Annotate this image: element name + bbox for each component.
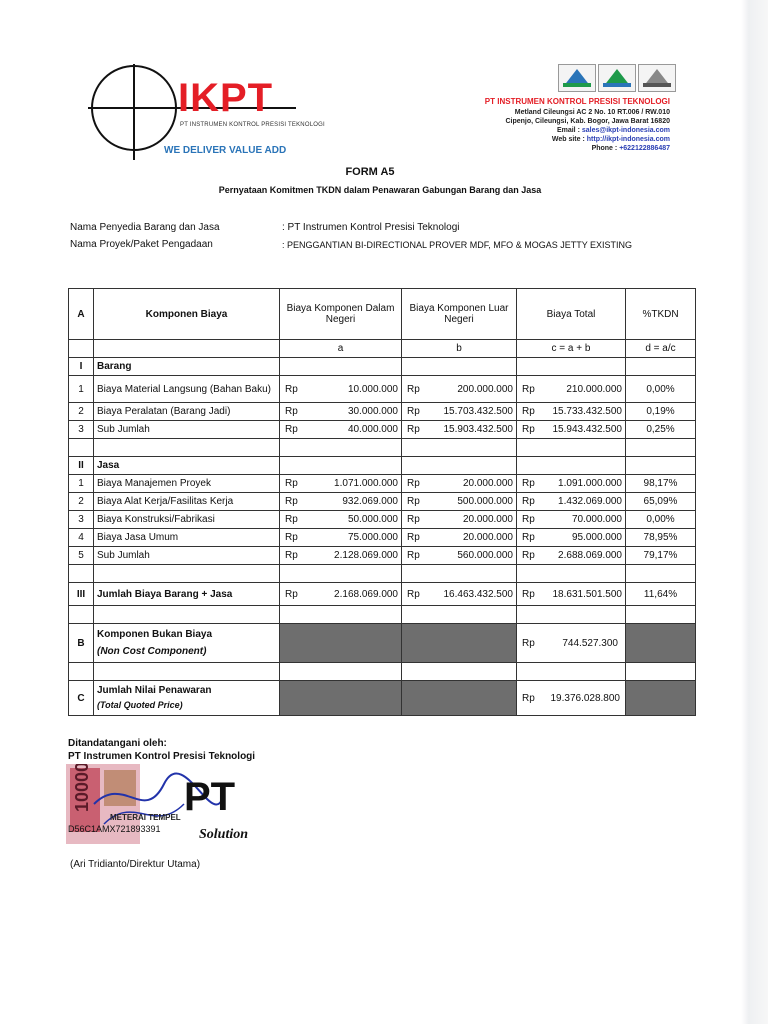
table-row: 5 Sub Jumlah Rp 2.128.069.000 Rp 560.000.000 Rp 2.688.069.000 79,17% — [69, 547, 696, 565]
shaded-cell — [280, 624, 402, 663]
logo-subtitle: PT INSTRUMEN KONTROL PRESISI TEKNOLOGI — [180, 122, 325, 128]
spacer-row — [69, 439, 696, 457]
formula-row — [69, 340, 696, 358]
shaded-cell — [626, 681, 696, 716]
shaded-cell — [402, 624, 517, 663]
total-cost-row: III Jumlah Biaya Barang + Jasa Rp 2.168.069.000 Rp 16.463.432.500 Rp 18.631.501.500 11,64% — [69, 583, 696, 606]
shaded-cell — [626, 624, 696, 663]
provider-label: Nama Penyedia Barang dan Jasa — [70, 222, 220, 233]
table-header-row — [69, 289, 696, 340]
svg-text:10000: 10000 — [72, 764, 92, 812]
header-foreign: Biaya Komponen Luar Negeri — [402, 289, 517, 340]
email-line: Email : sales@ikpt-indonesia.com — [556, 127, 670, 134]
spacer-row — [69, 606, 696, 624]
shaded-cell — [402, 681, 517, 716]
signature-stamp — [64, 764, 254, 846]
logo-tagline: WE DELIVER VALUE ADD — [164, 145, 287, 156]
certification-badge-3-icon — [638, 64, 676, 92]
formula-total: c = a + b — [517, 340, 626, 358]
signed-by-label: Ditandatangani oleh: — [68, 738, 167, 749]
phone-number: +622122886487 — [619, 145, 670, 152]
quoted-label: Jumlah Nilai Penawaran — [97, 685, 212, 696]
certification-badge-1-icon — [558, 64, 596, 92]
non-cost-row: B Komponen Bukan Biaya (Non Cost Component) Rp 744.527.300 — [69, 624, 696, 663]
meterai-stamp-icon — [64, 764, 254, 846]
non-cost-label-en: (Non Cost Component) — [97, 646, 207, 657]
header-tkdn: %TKDN — [626, 289, 696, 340]
address-line-1: Metland Cileungsi AC 2 No. 10 RT.006 / RW.010 — [514, 109, 670, 116]
section-row-jasa: II Jasa — [69, 457, 696, 475]
svg-text:D56C1AMX721893391: D56C1AMX721893391 — [68, 824, 161, 834]
header-a: A — [69, 289, 94, 340]
quoted-label-en: (Total Quoted Price) — [97, 700, 183, 710]
signing-company: PT Instrumen Kontrol Presisi Teknologi — [68, 751, 256, 762]
shaded-cell — [280, 681, 402, 716]
section-row-barang: I Barang — [69, 358, 696, 376]
company-address-block — [485, 97, 670, 153]
email-link[interactable]: sales@ikpt-indonesia.com — [581, 127, 670, 134]
table-row: 2 Biaya Alat Kerja/Fasilitas Kerja Rp 932.069.000 Rp 500.000.000 Rp 1.432.069.000 65,09% — [69, 493, 696, 511]
website-link[interactable]: http://ikpt-indonesia.com — [586, 136, 670, 143]
formula-tkdn: d = a/c — [626, 340, 696, 358]
svg-text:METERAI TEMPEL: METERAI TEMPEL — [110, 813, 181, 822]
table-row: 2 Biaya Peralatan (Barang Jadi) Rp 30.000.000 Rp 15.703.432.500 Rp 15.733.432.500 0,19% — [69, 403, 696, 421]
company-logo — [86, 64, 326, 168]
table-row: 1 Biaya Material Langsung (Bahan Baku) Rp 10.000.000 Rp 200.000.000 Rp 210.000.000 0,00% — [69, 376, 696, 403]
table-row: 3 Sub Jumlah Rp 40.000.000 Rp 15.903.432.500 Rp 15.943.432.500 0,25% — [69, 421, 696, 439]
header-total: Biaya Total — [517, 289, 626, 340]
table-row: 4 Biaya Jasa Umum Rp 75.000.000 Rp 20.000.000 Rp 95.000.000 78,95% — [69, 529, 696, 547]
spacer-row — [69, 663, 696, 681]
signer-name: (Ari Tridianto/Direktur Utama) — [70, 859, 201, 870]
project-label: Nama Proyek/Paket Pengadaan — [70, 239, 213, 250]
table-row: 1 Biaya Manajemen Proyek Rp 1.071.000.000 Rp 20.000.000 Rp 1.091.000.000 98,17% — [69, 475, 696, 493]
formula-domestic: a — [280, 340, 402, 358]
table-row: 3 Biaya Konstruksi/Fabrikasi Rp 50.000.000 Rp 20.000.000 Rp 70.000.000 0,00% — [69, 511, 696, 529]
website-line: Web site : http://ikpt-indonesia.com — [551, 136, 670, 143]
phone-line: Phone : +622122886487 — [591, 145, 670, 152]
spacer-row — [69, 565, 696, 583]
non-cost-label: Komponen Bukan Biaya — [97, 629, 213, 640]
quoted-price-row: C Jumlah Nilai Penawaran (Total Quoted Price) Rp 19.376.028.800 — [69, 681, 696, 716]
project-value: : PENGGANTIAN BI-DIRECTIONAL PROVER MDF, MFO & MOGAS JETTY EXISTING — [282, 240, 633, 250]
signature-heading — [68, 737, 255, 763]
svg-text:PT: PT — [184, 775, 236, 819]
address-line-2: Cipenjo, Cileungsi, Kab. Bogor, Jawa Barat 16820 — [505, 118, 670, 125]
certification-badge-2-icon — [598, 64, 636, 92]
form-subtitle: Pernyataan Komitmen TKDN dalam Penawaran Gabungan Barang dan Jasa — [218, 185, 542, 195]
tkdn-cost-table — [68, 288, 696, 716]
header-component: Komponen Biaya — [94, 289, 280, 340]
provider-value: : PT Instrumen Kontrol Presisi Teknologi — [282, 222, 460, 233]
company-name: PT INSTRUMEN KONTROL PRESISI TEKNOLOGI — [484, 97, 670, 106]
header-domestic: Biaya Komponen Dalam Negeri — [280, 289, 402, 340]
logo-wordmark: IKPT — [178, 76, 274, 120]
formula-foreign: b — [402, 340, 517, 358]
certification-badges — [558, 64, 678, 92]
svg-text:Solution: Solution — [199, 827, 249, 842]
form-title: FORM A5 — [345, 166, 395, 178]
